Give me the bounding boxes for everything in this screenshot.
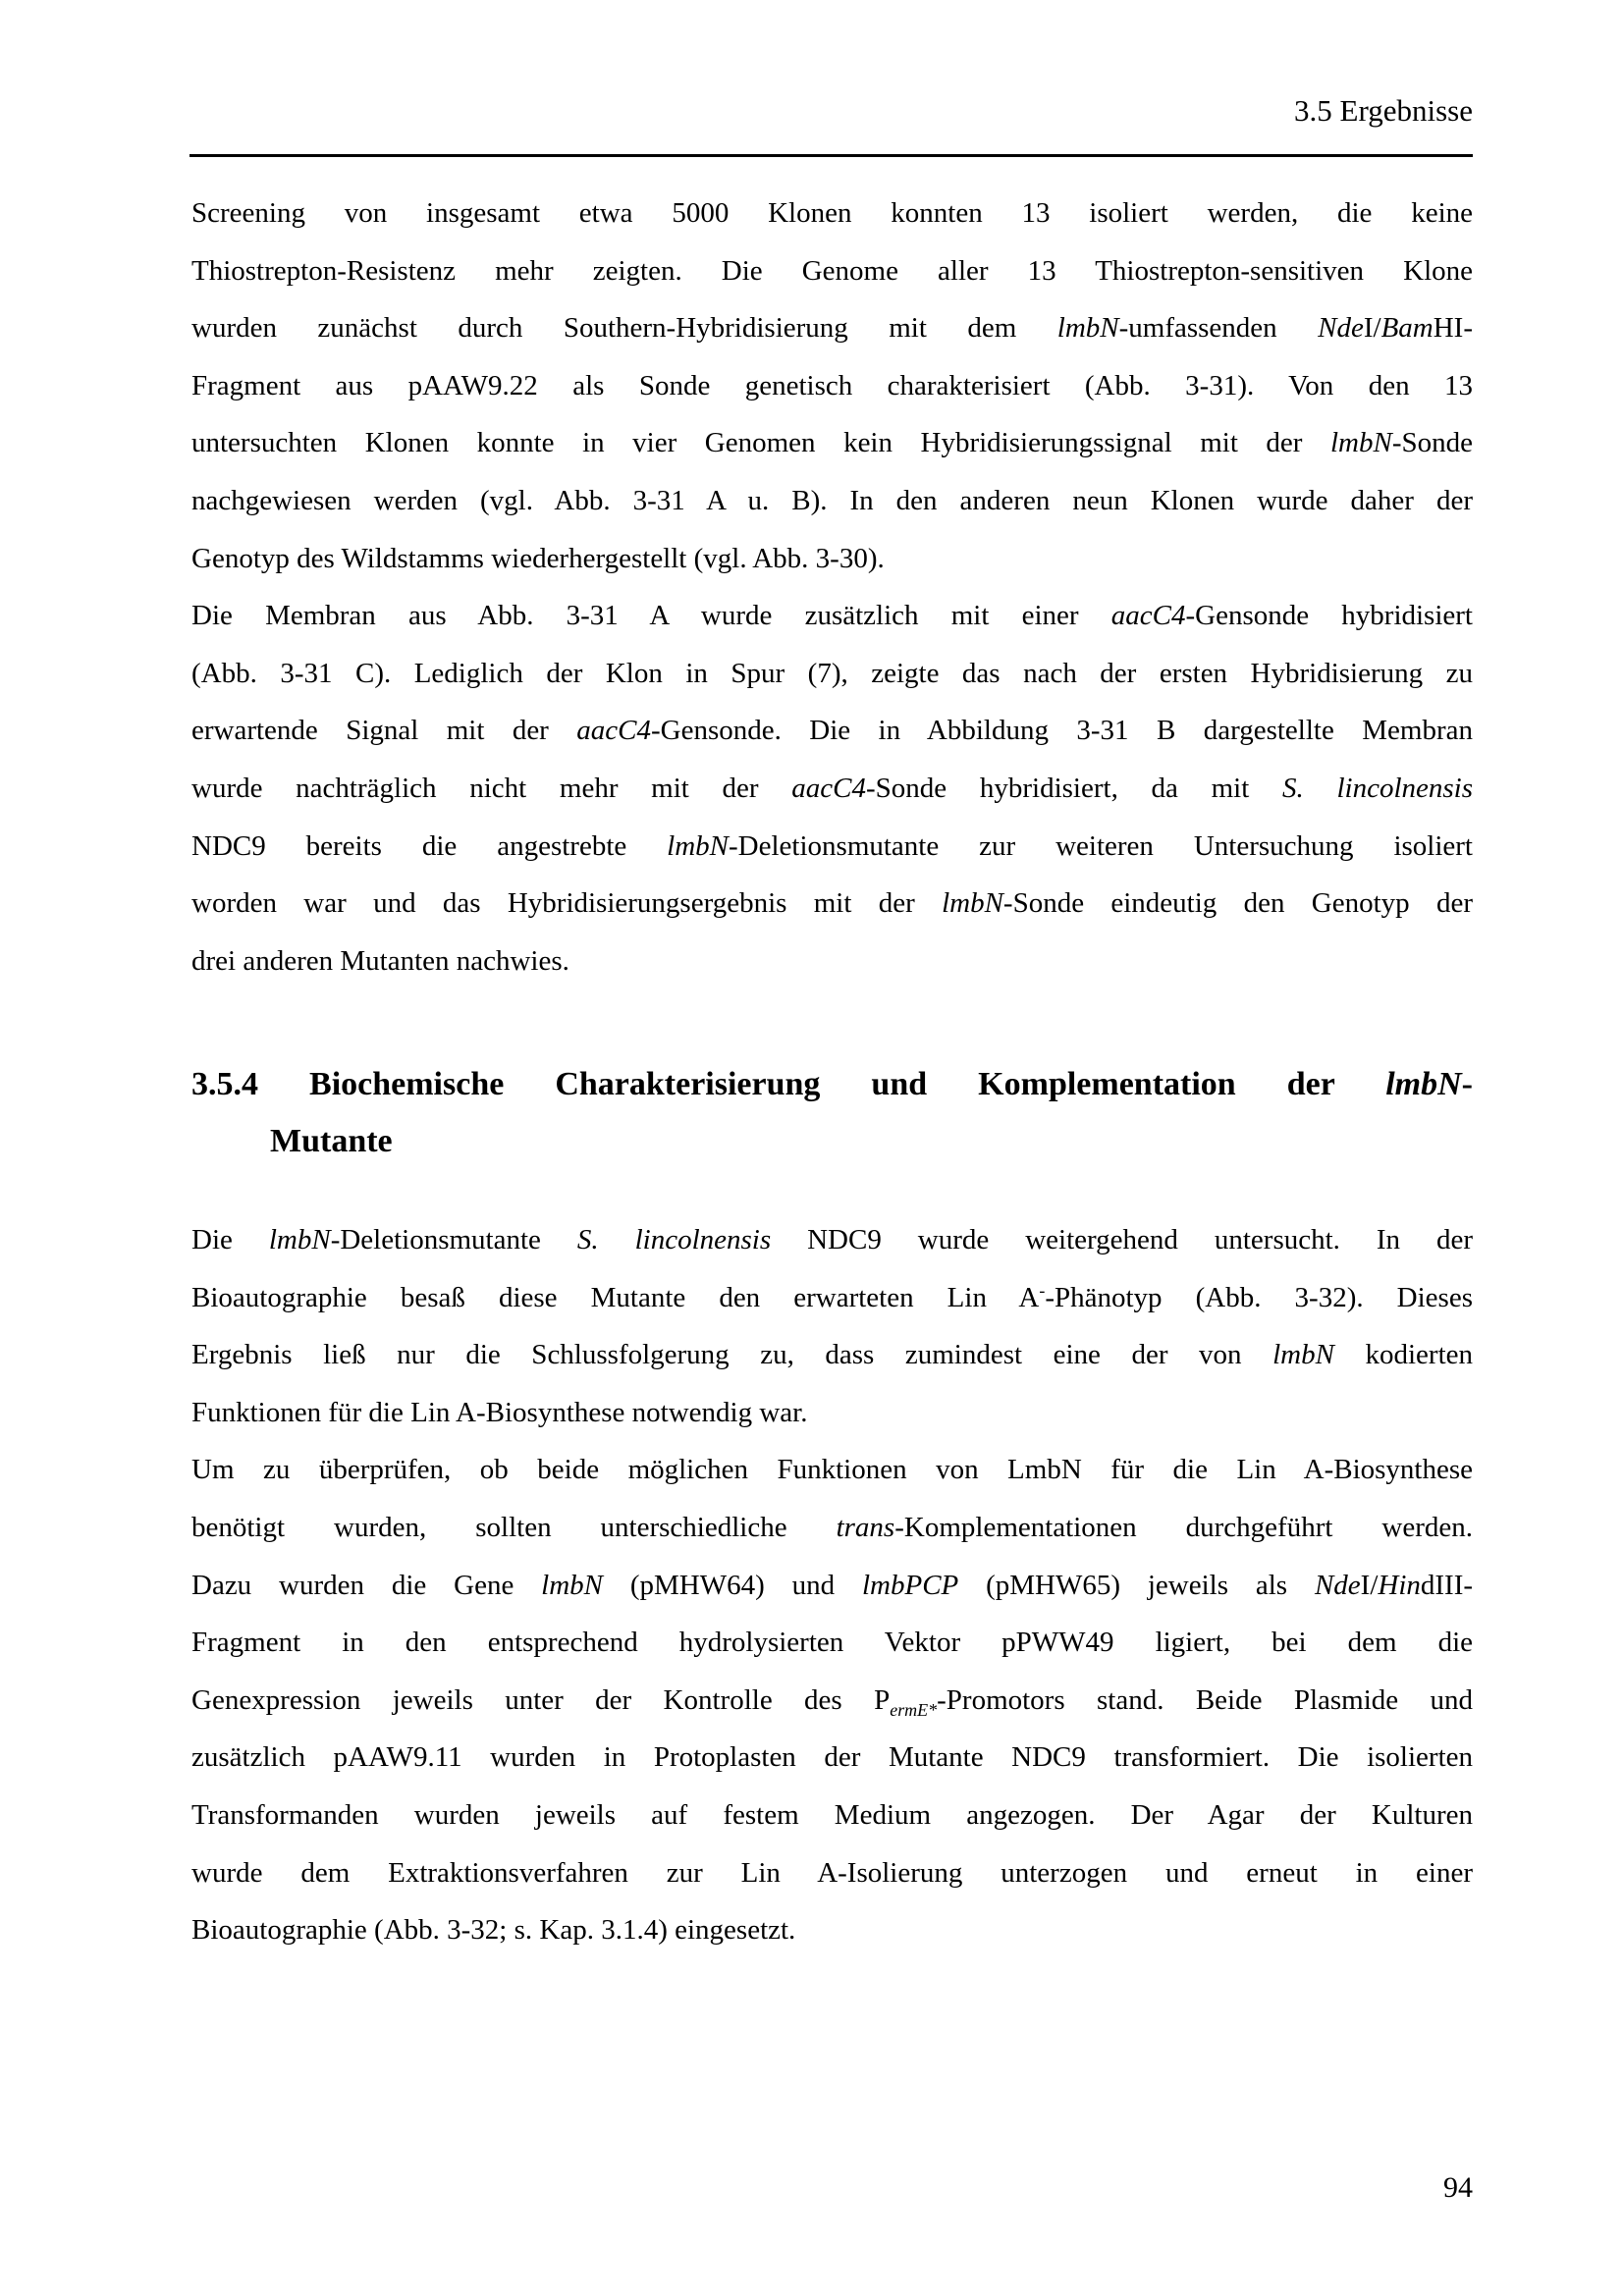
section-heading-text: Biochemische Charakterisierung und Komplementation der lmbN- (258, 1066, 1473, 1102)
text-line: drei anderen Mutanten nachwies. (191, 944, 569, 977)
section-heading (191, 1056, 1473, 1170)
text-line: benötigt wurden, sollten unterschiedliche trans-Komplementationen durchgeführt werden. (191, 1511, 1474, 1543)
text-line: Bioautographie (Abb. 3-32; s. Kap. 3.1.4) eingesetzt. (191, 1914, 796, 1947)
text-line: Funktionen für die Lin A-Biosynthese notwendig war. (191, 1396, 808, 1428)
text-line: Transformanden wurden jeweils auf festem Medium angezogen. Der Agar der Kulturen (191, 1798, 1473, 1831)
text-line: Die Membran aus Abb. 3-31 A wurde zusätzlich mit einer aacC4-Gensonde hybridisiert (191, 600, 1473, 632)
text-line: Genexpression jeweils unter der Kontrolle des $P_{ermE*}$-Promotors stand. Beide Plasmide und (191, 1683, 1474, 1720)
text-line: nachgewiesen werden (vgl. Abb. 3-31 A u. B). In den anderen neun Klonen wurde daher der (191, 484, 1473, 516)
page-number: 94 (1443, 2171, 1473, 2204)
text-line: wurden zunächst durch Southern-Hybridisierung mit dem lmbN-umfassenden NdeI/BamHI- (191, 312, 1473, 345)
running-header: 3.5 Ergebnisse (1294, 93, 1473, 128)
text-line: Die lmbN-Deletionsmutante S. lincolnensis NDC9 wurde weitergehend untersucht. In der (191, 1224, 1474, 1255)
text-line: Ergebnis ließ nur die Schlussfolgerung zu, dass zumindest eine der von lmbN kodierten (191, 1339, 1473, 1371)
text-line: Thiostrepton-Resistenz mehr zeigten. Die Genome aller 13 Thiostrepton-sensitiven Klone (191, 254, 1473, 287)
text-line: untersuchten Klonen konnte in vier Genomen kein Hybridisierungssignal mit der lmbN-Sonde (191, 427, 1473, 459)
text-line: Fragment in den entsprechend hydrolysierten Vektor pPWW49 ligiert, bei dem die (191, 1627, 1473, 1659)
text-line: Dazu wurden die Gene lmbN (pMHW64) und lmbPCP (pMHW65) jeweils als NdeI/HindIII- (191, 1569, 1474, 1601)
paragraphs-block-1 (191, 185, 1473, 989)
text-line: worden war und das Hybridisierungsergebnis mit der lmbN-Sonde eindeutig den Genotyp der (191, 887, 1473, 920)
text-line: erwartende Signal mit der aacC4-Gensonde. Die in Abbildung 3-31 B dargestellte Membran (191, 715, 1473, 747)
section-heading-line1 (191, 1056, 1473, 1113)
section-heading-number: 3.5.4 (191, 1066, 258, 1102)
section-heading-line2: Mutante (270, 1123, 393, 1159)
paragraphs-block-2 (191, 1211, 1473, 1959)
header-rule (189, 154, 1473, 157)
text-line: wurde nachträglich nicht mehr mit der aacC4-Sonde hybridisiert, da mit S. lincolnensis (191, 772, 1473, 804)
text-line: Genotyp des Wildstamms wiederhergestellt (vgl. Abb. 3-30). (191, 542, 885, 574)
text-line: Fragment aus pAAW9.22 als Sonde genetisch charakterisiert (Abb. 3-31). Von den 13 (191, 369, 1473, 401)
text-line: Screening von insgesamt etwa 5000 Klonen konnten 13 isoliert werden, die keine (191, 197, 1473, 229)
text-line: wurde dem Extraktionsverfahren zur Lin A-Isolierung unterzogen und erneut in einer (191, 1856, 1473, 1889)
text-line: NDC9 bereits die angestrebte lmbN-Deletionsmutante zur weiteren Untersuchung isoliert (191, 829, 1473, 862)
text-line: zusätzlich pAAW9.11 wurden in Protoplasten der Mutante NDC9 transformiert. Die isolierten (191, 1741, 1473, 1774)
text-line: Um zu überprüfen, ob beide möglichen Funktionen von LmbN für die Lin A-Biosynthese (191, 1454, 1473, 1486)
text-line: (Abb. 3-31 C). Lediglich der Klon in Spur (7), zeigte das nach der ersten Hybridisierung zu (191, 657, 1473, 689)
text-line: Bioautographie besaß diese Mutante den erwarteten Lin A--Phänotyp (Abb. 3-32). Dieses (191, 1279, 1473, 1313)
